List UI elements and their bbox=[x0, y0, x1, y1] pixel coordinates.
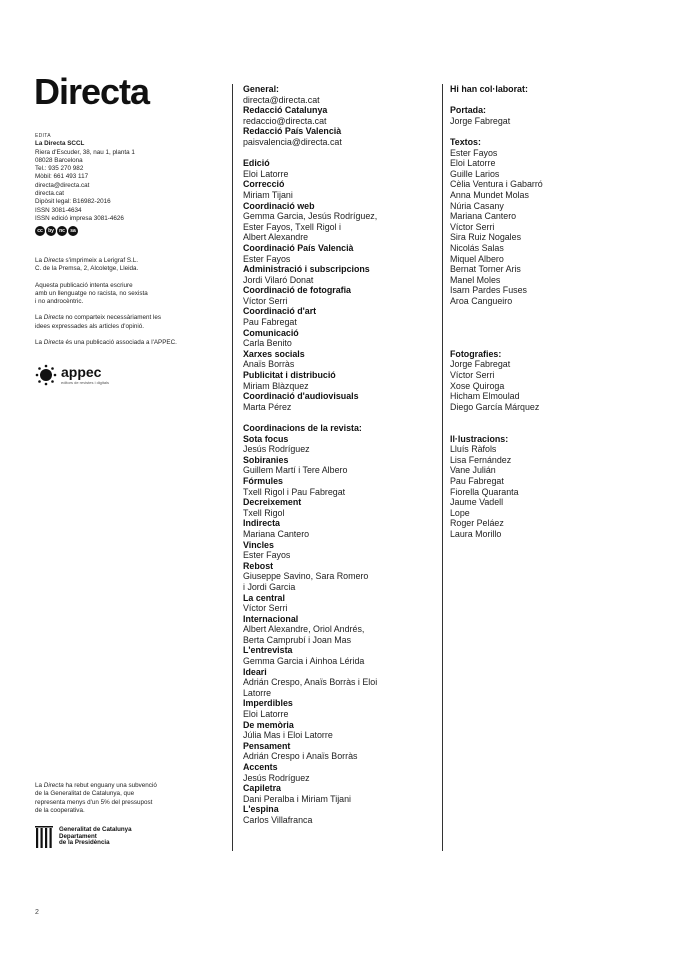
language-note: Aquesta publicació intenta escriure amb un llenguatge no racista, no sexista i no androcèntric. bbox=[35, 281, 148, 306]
credit-name: Gemma Garcia i Ainhoa Lérida bbox=[243, 656, 365, 667]
credit-name: i Jordi Garcia bbox=[243, 581, 296, 592]
credit-heading: Fórmules bbox=[243, 475, 283, 486]
credit-name: Cèlia Ventura i Gabarró bbox=[450, 179, 543, 190]
credit-name: Bernat Torner Aris bbox=[450, 264, 521, 275]
credit-name: paisvalencia@directa.cat bbox=[243, 136, 342, 147]
credit-name: Anna Mundet Molas bbox=[450, 189, 529, 200]
gencat-line: Departament bbox=[59, 832, 97, 840]
appec-subtitle: editors de revistes i digitals bbox=[61, 380, 110, 385]
credit-name: Guillem Martí i Tere Albero bbox=[243, 465, 348, 476]
address-line: directa@directa.cat bbox=[35, 181, 90, 189]
appec-name: appec bbox=[61, 364, 102, 380]
credit-name: Adrián Crespo, Anaïs Borràs i Eloi bbox=[243, 677, 378, 688]
spacer bbox=[450, 423, 640, 434]
credit-name: Ester Fayos, Txell Rigol i bbox=[243, 221, 341, 232]
credit-name: Miriam Tijani bbox=[243, 189, 293, 200]
credit-heading: Capiletra bbox=[243, 783, 281, 794]
association-note: La Directa és una publicació associada a l'APPEC. bbox=[35, 339, 177, 347]
credit-heading: Ideari bbox=[243, 666, 267, 677]
credit-name: Laura Morillo bbox=[450, 528, 502, 539]
credit-name: Lope bbox=[450, 507, 470, 518]
credit-name: Roger Peláez bbox=[450, 518, 504, 529]
printer-note: La Directa s'imprimeix a Lerigraf S.L. C. de la Premsa, 2, Alcoletge, Lleida. bbox=[35, 257, 139, 273]
credit-heading: Coordinació web bbox=[243, 200, 315, 211]
spacer bbox=[450, 412, 640, 423]
credit-name: Anaïs Borràs bbox=[243, 359, 295, 370]
credit-heading: Coordinació d'audiovisuals bbox=[243, 391, 359, 402]
credit-name: Miriam Blàzquez bbox=[243, 380, 309, 391]
credit-name: Jordi Vilaró Donat bbox=[243, 274, 314, 285]
credit-heading: Xarxes socials bbox=[243, 348, 305, 359]
credit-name: Jesús Rodríguez bbox=[243, 444, 310, 455]
credit-name: Mariana Cantero bbox=[243, 528, 310, 539]
credit-heading: Rebost bbox=[243, 560, 274, 571]
credit-heading: Comunicació bbox=[243, 327, 299, 338]
credit-name: Lisa Fernández bbox=[450, 454, 512, 465]
credit-name: Eloi Latorre bbox=[243, 168, 289, 179]
credit-heading: Pensament bbox=[243, 740, 291, 751]
cc-icon: cc bbox=[35, 226, 45, 236]
edita-label: EDITA bbox=[35, 133, 51, 139]
generalitat-bars-icon bbox=[35, 825, 55, 849]
nc-icon: nc bbox=[57, 226, 67, 236]
credit-heading: Sota focus bbox=[243, 433, 289, 444]
credit-name: Guille Larios bbox=[450, 168, 500, 179]
staff-credits-column bbox=[243, 84, 443, 826]
credit-name: Latorre bbox=[243, 687, 272, 698]
appec-logo bbox=[35, 364, 109, 386]
credit-heading: Administració i subscripcions bbox=[243, 264, 370, 275]
credit-name: Isarn Pardes Fuses bbox=[450, 285, 527, 296]
credit-name: Eloi Latorre bbox=[243, 709, 289, 720]
credit-name: Júlia Mas i Eloi Latorre bbox=[243, 730, 333, 741]
credit-heading: Internacional bbox=[243, 613, 299, 624]
address-line: Riera d'Escuder, 38, nau 1, planta 1 bbox=[35, 148, 135, 156]
credit-name: Txell Rigol bbox=[243, 507, 285, 518]
spacer bbox=[450, 317, 640, 328]
credit-heading: Publicitat i distribució bbox=[243, 370, 336, 381]
column-divider bbox=[232, 84, 233, 851]
credit-name: Nicolás Salas bbox=[450, 242, 504, 253]
credit-heading: L'entrevista bbox=[243, 645, 293, 656]
spacer bbox=[450, 306, 640, 317]
credit-name: Albert Alexandre bbox=[243, 232, 309, 243]
credit-name: Miquel Albero bbox=[450, 253, 504, 264]
credit-name: Lluís Ràfols bbox=[450, 444, 497, 455]
address-line: ISSN 3081-4634 bbox=[35, 206, 82, 214]
credit-heading: Hi han col·laborat: bbox=[450, 84, 528, 94]
credit-heading: Imperdibles bbox=[243, 698, 293, 709]
spacer bbox=[243, 148, 443, 159]
credit-name: Vane Julián bbox=[450, 465, 496, 476]
page-number: 2 bbox=[35, 909, 39, 916]
credit-heading: Il·lustracions: bbox=[450, 433, 509, 444]
publication-notes bbox=[35, 257, 205, 355]
subsidy-note: La Directa ha rebut enguany una subvenció de la Generalitat de Catalunya, que representa menys d'un 5% del pressupost de la cooperativa. bbox=[35, 782, 157, 814]
credit-heading: Edició bbox=[243, 158, 270, 169]
credit-name: Sira Ruiz Nogales bbox=[450, 232, 522, 243]
credit-name: Manel Moles bbox=[450, 274, 501, 285]
credit-name: Xose Quiroga bbox=[450, 380, 505, 391]
credit-name: Jesús Rodríguez bbox=[243, 772, 310, 783]
credit-name: Ester Fayos bbox=[243, 253, 291, 264]
credit-heading: La central bbox=[243, 592, 285, 603]
credit-name: Hicham Elmoulad bbox=[450, 391, 520, 402]
credit-name: directa@directa.cat bbox=[243, 94, 320, 105]
spacer bbox=[450, 126, 640, 137]
credit-heading: Sobiranies bbox=[243, 454, 289, 465]
address-line: ISSN edició impresa 3081-4626 bbox=[35, 214, 124, 222]
credit-name: Ester Fayos bbox=[450, 147, 498, 158]
credit-heading: Accents bbox=[243, 762, 278, 772]
credit-name: Víctor Serri bbox=[450, 370, 495, 381]
opinion-note: La Directa no comparteix necessàriament les idees expressades als articles d'opinió. bbox=[35, 314, 162, 330]
logo-text: Directa bbox=[34, 71, 150, 110]
credit-name: Fiorella Quaranta bbox=[450, 486, 519, 497]
credit-heading: Correcció bbox=[243, 179, 285, 190]
generalitat-logo bbox=[35, 825, 132, 849]
credit-name: Berta Camprubí i Joan Mas bbox=[243, 634, 352, 645]
credit-name: Víctor Serri bbox=[243, 603, 288, 614]
credit-heading: Coordinacions de la revista: bbox=[243, 423, 362, 433]
credit-heading: Portada: bbox=[450, 105, 486, 116]
credit-heading: General: bbox=[243, 84, 280, 94]
credit-name: Txell Rigol i Pau Fabregat bbox=[243, 486, 346, 497]
sa-icon: sa bbox=[68, 226, 78, 236]
credit-name: Eloi Latorre bbox=[450, 158, 496, 169]
credit-name: Aroa Cangueiro bbox=[450, 295, 513, 306]
credit-heading: Coordinació d'art bbox=[243, 306, 317, 317]
credit-heading: Redacció Catalunya bbox=[243, 105, 328, 116]
by-icon: by bbox=[46, 226, 56, 236]
directa-logo-mark bbox=[34, 70, 158, 110]
credit-heading: Coordinació País Valencià bbox=[243, 242, 354, 253]
address-line: Tel.: 935 270 982 bbox=[35, 165, 84, 173]
credit-name: Jaume Vadell bbox=[450, 497, 504, 508]
credit-name: Pau Fabregat bbox=[450, 475, 504, 486]
spacer bbox=[450, 95, 640, 106]
credit-heading: Redacció País Valencià bbox=[243, 126, 342, 137]
publisher-name: La Directa SCCL bbox=[35, 140, 85, 148]
gencat-line: Generalitat de Catalunya bbox=[59, 825, 132, 833]
address-line: 08028 Barcelona bbox=[35, 156, 83, 164]
credit-name: Jorge Fabregat bbox=[450, 115, 511, 126]
gencat-line: de la Presidència bbox=[59, 839, 110, 847]
spacer bbox=[450, 338, 640, 349]
credit-heading: Indirecta bbox=[243, 518, 280, 529]
credit-name: Víctor Serri bbox=[243, 295, 288, 306]
credit-name: Albert Alexandre, Oriol Andrés, bbox=[243, 624, 365, 635]
credit-name: Gemma Garcia, Jesús Rodríguez, bbox=[243, 211, 378, 222]
credit-name: Ester Fayos bbox=[243, 550, 291, 561]
publisher-info bbox=[35, 132, 205, 236]
address-line: Dipòsit legal: B16982-2016 bbox=[35, 198, 111, 206]
appec-burst-icon bbox=[35, 364, 57, 386]
credit-name: Carla Benito bbox=[243, 338, 292, 349]
credit-heading: Textos: bbox=[450, 136, 481, 147]
credit-name: Víctor Serri bbox=[450, 221, 495, 232]
spacer bbox=[450, 328, 640, 339]
credit-name: redaccio@directa.cat bbox=[243, 115, 327, 126]
credit-name: Núria Casany bbox=[450, 200, 504, 211]
credit-name: Jorge Fabregat bbox=[450, 359, 511, 370]
credit-name: Marta Pérez bbox=[243, 401, 292, 412]
credit-name: Mariana Cantero bbox=[450, 211, 517, 222]
credit-heading: Vincles bbox=[243, 539, 274, 550]
credit-heading: Fotografies: bbox=[450, 348, 502, 359]
spacer bbox=[243, 412, 443, 423]
credit-heading: Decreixement bbox=[243, 497, 302, 508]
address-line: directa.cat bbox=[35, 190, 65, 198]
credit-heading: Coordinació de fotografia bbox=[243, 285, 351, 296]
directa-logo bbox=[34, 70, 158, 110]
credit-name: Carlos Villafranca bbox=[243, 814, 313, 825]
credit-heading: L'espina bbox=[243, 804, 279, 815]
credit-name: Adrián Crespo i Anaïs Borràs bbox=[243, 751, 358, 762]
credit-heading: De memòria bbox=[243, 719, 294, 730]
creative-commons-icons bbox=[35, 226, 205, 236]
credit-name: Giuseppe Savino, Sara Romero bbox=[243, 571, 369, 582]
credit-name: Dani Peralba i Miriam Tijani bbox=[243, 793, 352, 804]
credit-name: Pau Fabregat bbox=[243, 317, 297, 328]
address-line: Mòbil: 661 493 117 bbox=[35, 173, 89, 181]
contributors-column bbox=[450, 84, 640, 540]
credit-name: Diego García Márquez bbox=[450, 401, 540, 412]
